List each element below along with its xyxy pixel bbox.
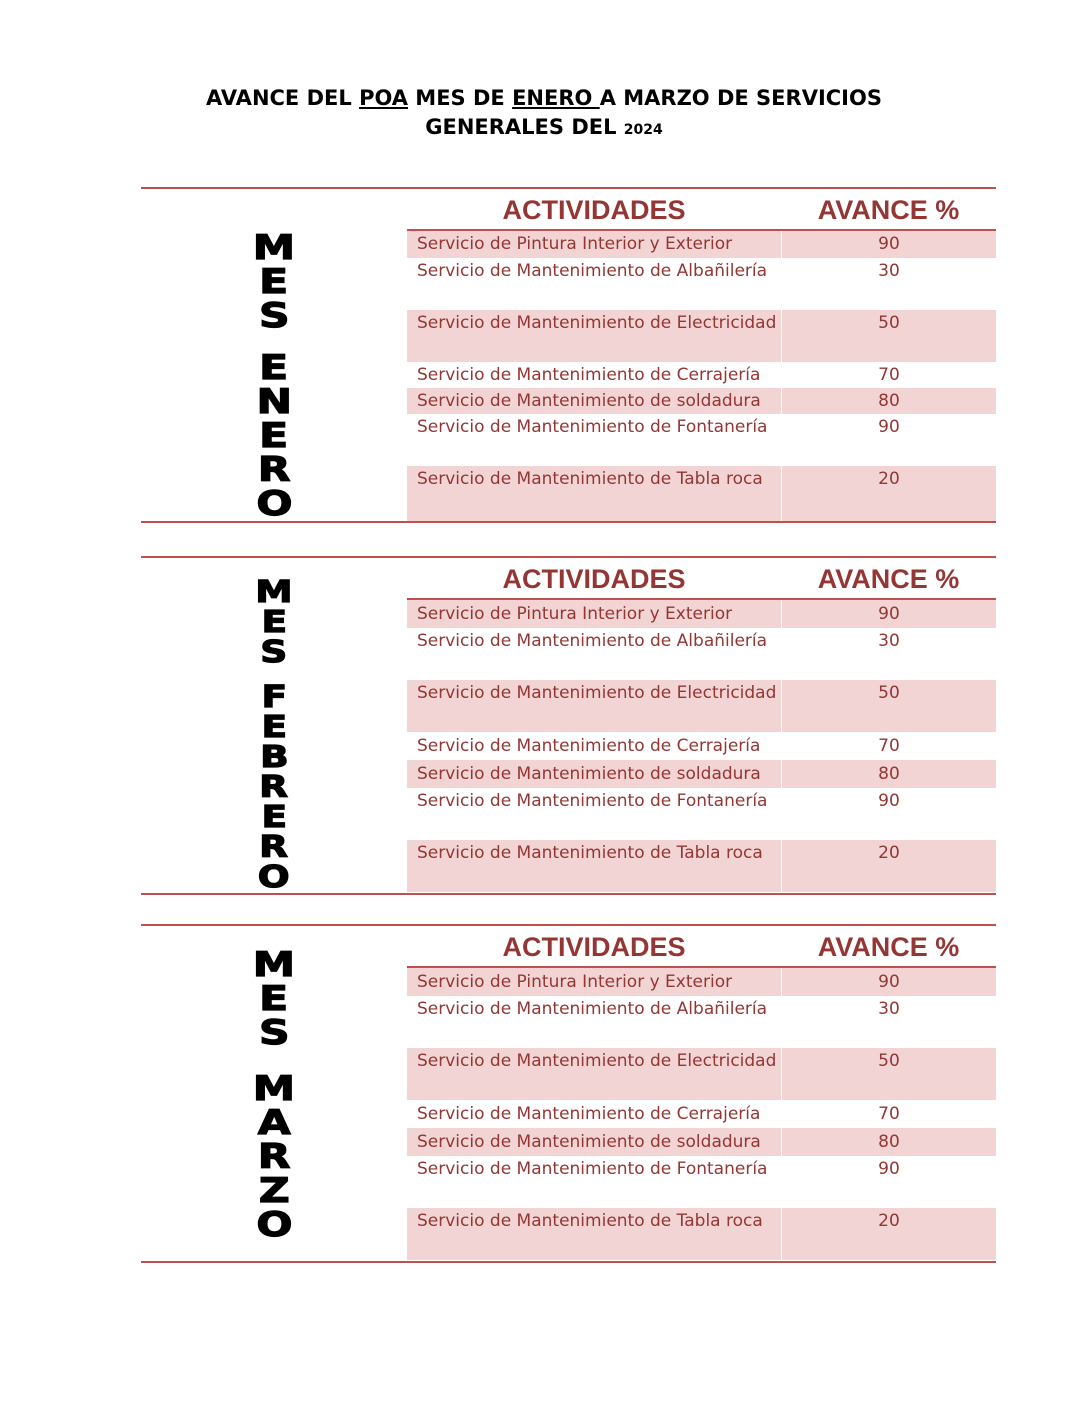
activity-cell: Servicio de Pintura Interior y Exterior (407, 600, 782, 628)
activity-cell: Servicio de Mantenimiento de Electricidad (407, 680, 782, 732)
month-label-enero (241, 189, 307, 524)
progress-cell: 90 (878, 417, 900, 437)
table-row (407, 1156, 996, 1208)
document-title (0, 84, 1088, 145)
table-header (407, 558, 996, 600)
activity-cell: Servicio de Mantenimiento de Cerrajería (407, 1100, 782, 1128)
progress-cell: 70 (878, 1104, 900, 1124)
table-row (407, 760, 996, 788)
section-enero (141, 187, 996, 523)
month-label-febrero (241, 558, 307, 893)
month-letter: E (261, 710, 287, 745)
month-letter: R (257, 1137, 291, 1177)
month-letter: E (261, 800, 287, 835)
table-row (407, 388, 996, 414)
activity-cell: Servicio de Mantenimiento de Fontanería (407, 1156, 782, 1208)
month-letter: N (256, 382, 292, 422)
activity-cell: Servicio de Mantenimiento de Electricidad (407, 1048, 782, 1100)
table-row (407, 732, 996, 760)
table-row (407, 1128, 996, 1156)
table-row (407, 968, 996, 996)
progress-cell: 70 (878, 736, 900, 756)
month-letter: E (259, 979, 289, 1019)
progress-cell: 90 (878, 791, 900, 811)
title-enero: ENERO (512, 86, 600, 110)
progress-cell: 90 (878, 604, 900, 624)
progress-cell: 80 (878, 1132, 900, 1152)
progress-cell: 70 (878, 365, 900, 385)
progress-cell: 20 (878, 843, 900, 863)
progress-cell: 90 (878, 234, 900, 254)
progress-cell: 90 (878, 1159, 900, 1179)
activity-cell: Servicio de Mantenimiento de Tabla roca (407, 466, 782, 521)
month-letter: O (255, 1205, 293, 1245)
activities-table (407, 189, 996, 521)
month-letter: E (259, 416, 289, 456)
table-row (407, 996, 996, 1048)
table-row (407, 414, 996, 466)
activity-cell: Servicio de Mantenimiento de Albañilería (407, 628, 782, 680)
progress-cell: 80 (878, 764, 900, 784)
activity-cell: Servicio de Mantenimiento de Albañilería (407, 258, 782, 310)
month-label-marzo (241, 926, 307, 1261)
table-row (407, 788, 996, 840)
header-progress: AVANCE % (817, 564, 960, 594)
table-row (407, 1208, 996, 1260)
activity-cell: Servicio de Mantenimiento de soldadura (407, 760, 782, 788)
activity-cell: Servicio de Mantenimiento de Fontanería (407, 414, 782, 466)
month-letter: M (252, 228, 296, 268)
title-line-1: AVANCE DEL POA MES DE ENERO A MARZO DE SERVICIOS (206, 86, 882, 110)
progress-cell: 50 (878, 1051, 900, 1071)
month-letter: B (259, 740, 289, 775)
progress-cell: 20 (878, 469, 900, 489)
table-header (407, 189, 996, 231)
table-row (407, 628, 996, 680)
activity-cell: Servicio de Pintura Interior y Exterior (407, 231, 782, 258)
progress-cell: 50 (878, 683, 900, 703)
activities-table (407, 558, 996, 892)
month-letter: E (259, 262, 289, 302)
month-letter: S (260, 635, 288, 670)
month-letter: O (258, 860, 290, 895)
month-letter: R (259, 770, 289, 805)
table-row (407, 231, 996, 258)
activity-cell: Servicio de Mantenimiento de Albañilería (407, 996, 782, 1048)
month-letter: S (258, 1013, 290, 1053)
month-letter: M (252, 1069, 296, 1109)
month-letter: M (252, 945, 296, 985)
header-activities: ACTIVIDADES (502, 932, 686, 962)
table-row (407, 362, 996, 388)
activities-table (407, 926, 996, 1260)
table-row (407, 680, 996, 732)
table-row (407, 258, 996, 310)
table-row (407, 466, 996, 521)
header-activities: ACTIVIDADES (502, 195, 686, 225)
month-letter: M (255, 575, 293, 610)
month-letter: Z (258, 1171, 290, 1211)
title-line-2: GENERALES DEL 2024 (425, 115, 663, 139)
table-row (407, 310, 996, 362)
month-letter: R (259, 830, 289, 865)
activity-cell: Servicio de Mantenimiento de Cerrajería (407, 362, 782, 388)
activity-cell: Servicio de Mantenimiento de Tabla roca (407, 840, 782, 892)
table-row (407, 840, 996, 892)
section-febrero (141, 556, 996, 895)
activity-cell: Servicio de Mantenimiento de soldadura (407, 388, 782, 414)
table-row (407, 600, 996, 628)
progress-cell: 30 (878, 631, 900, 651)
progress-cell: 30 (878, 261, 900, 281)
table-header (407, 926, 996, 968)
month-letter: O (255, 484, 293, 524)
table-row (407, 1048, 996, 1100)
month-letter: R (257, 450, 291, 490)
progress-cell: 20 (878, 1211, 900, 1231)
title-year: 2024 (623, 122, 663, 138)
month-letter: A (257, 1103, 291, 1143)
activity-cell: Servicio de Mantenimiento de Cerrajería (407, 732, 782, 760)
activity-cell: Servicio de Pintura Interior y Exterior (407, 968, 782, 996)
header-activities: ACTIVIDADES (502, 564, 686, 594)
table-row (407, 1100, 996, 1128)
section-marzo (141, 924, 996, 1263)
activity-cell: Servicio de Mantenimiento de Fontanería (407, 788, 782, 840)
month-letter: E (259, 348, 289, 388)
progress-cell: 90 (878, 972, 900, 992)
month-letter: F (261, 680, 287, 715)
month-letter: S (258, 296, 290, 336)
header-progress: AVANCE % (817, 195, 960, 225)
activity-cell: Servicio de Mantenimiento de Tabla roca (407, 1208, 782, 1260)
activity-cell: Servicio de Mantenimiento de Electricidad (407, 310, 782, 362)
progress-cell: 80 (878, 391, 900, 411)
activity-cell: Servicio de Mantenimiento de soldadura (407, 1128, 782, 1156)
progress-cell: 50 (878, 313, 900, 333)
month-letter: E (261, 605, 287, 640)
title-poa: POA (359, 86, 408, 110)
progress-cell: 30 (878, 999, 900, 1019)
header-progress: AVANCE % (817, 932, 960, 962)
